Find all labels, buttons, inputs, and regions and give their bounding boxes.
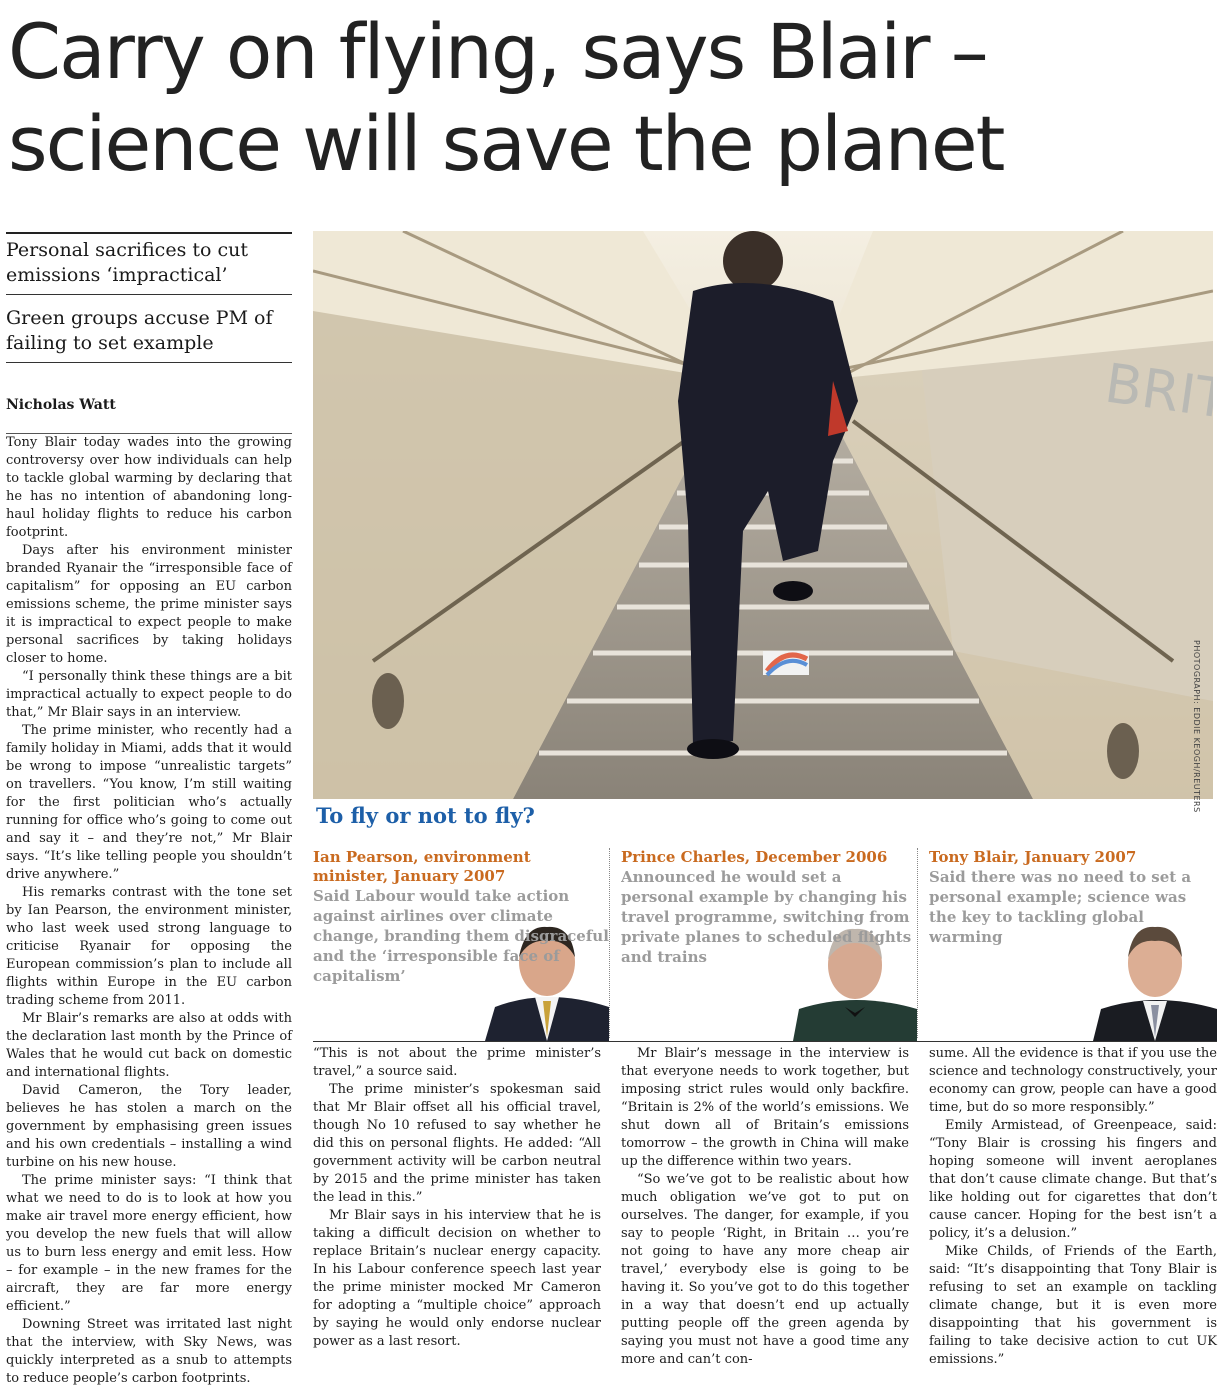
paragraph: Downing Street was irritated last night that the interview, with Sky News, was quickly interpreted as a snub to attempts to reduce people’s carbon footprints. [6,1317,292,1386]
paragraph: Days after his environment minister branded Ryanair the “irresponsible face of capitalism” for opposing an EU carbon emissions scheme, the prime minister says it is impractical to expect people to make personal sacrifices by taking holidays closer to home. [6,543,292,666]
paragraph: David Cameron, the Tory leader, believes he has stolen a march on the government by emphasising green issues and his own credentials – installing a wind turbine on his new house. [6,1083,292,1170]
article-body-column-4 [929,1045,1217,1369]
quote-summary: Said Labour would take action against airlines over climate change, branding them disgraceful and the ‘irresponsible face of capitalism’ [313,887,609,985]
paragraph: Mr Blair’s message in the interview is that everyone needs to work together, but imposing strict rules would only backfire. “Britain is 2% of the world’s emissions. We shut down all of Britain’s emissions tomorrow – the growth in China will make up the difference within two years. [621,1046,909,1169]
paragraph: “So we’ve got to be realistic about how much obligation we’ve got to put on ourselves. The danger, for example, if you say to people ‘Right, in Britain … you’re not going to have any more cheap air travel,’ everybody else is going to be having it. So you’ve got to do this together in a way that doesn’t end up actually putting people off the green agenda by saying you must not have a good time any more and can’t con- [621,1172,909,1367]
quote-speaker: Tony Blair, January 2007 [929,848,1137,866]
quote-summary: Announced he would set a personal example by changing his travel programme, switching from private planes to scheduled flights and trains [621,868,912,966]
airplane-stairs-photo [313,231,1213,813]
paragraph: sume. All the evidence is that if you use the science and technology constructively, your economy can grow, people can have a good time, but do so more responsibly.” [929,1046,1217,1115]
photo-credit: PHOTOGRAPH: EDDIE KEOGH/REUTERS [1192,640,1201,813]
paragraph: The prime minister, who recently had a family holiday in Miami, adds that it would be wrong to impose “unrealistic targets” on travellers. “You know, I’m still waiting for the first politician who’s actually running for office who’s going to come out and say it – and they’re not,” Mr Blair says. “It’s like telling people you shouldn’t drive anywhere.” [6,723,292,882]
deck-2: Green groups accuse PM of failing to set example [6,303,292,363]
headline [8,6,1218,190]
quote-box-pearson [313,848,609,1041]
quote-summary: Said there was no need to set a personal example; science was the key to tackling global warming [929,868,1192,946]
main-photo [313,231,1213,813]
byline: Nicholas Watt [6,397,292,434]
left-column [6,232,292,1388]
column-divider [917,848,918,1038]
paragraph: Mike Childs, of Friends of the Earth, said: “It’s disappointing that Tony Blair is refusing to set an example on tackling climate change, but it is even more disappointing that his government is failing to take decisive action to cut UK emissions.” [929,1244,1217,1367]
paragraph: “I personally think these things are a bit impractical actually to expect people to do that,” Mr Blair says in an interview. [6,669,292,720]
column-divider [609,848,610,1038]
quote-speaker: Prince Charles, December 2006 [621,848,888,866]
deck-1: Personal sacrifices to cut emissions ‘impractical’ [6,232,292,295]
paragraph: Emily Armistead, of Greenpeace, said: “Tony Blair is crossing his fingers and hoping someone will invent aeroplanes that don’t cause climate change. But that’s like holding out for cigarettes that don’t cause cancer. Hoping for the best isn’t a policy, it’s a delusion.” [929,1118,1217,1241]
article-body-column-3 [621,1045,909,1369]
article-body-column-2 [313,1045,601,1351]
panel-title: To fly or not to fly? [316,803,535,828]
headline-line-1: Carry on flying, says Blair – [8,7,987,96]
paragraph: The prime minister’s spokesman said that Mr Blair offset all his official travel, though No 10 refused to say whether he did this on personal flights. He added: “All government activity will be carbon neutral by 2015 and the prime minister has taken the lead in this.” [313,1082,601,1205]
headline-line-2: science will save the planet [8,99,1004,188]
paragraph: Mr Blair’s remarks are also at odds with the declaration last month by the Prince of Wales that he would cut back on domestic and international flights. [6,1011,292,1080]
quote-box-prince-charles [621,848,917,1041]
panel-bottom-rule [313,1041,1217,1042]
paragraph: Mr Blair says in his interview that he is taking a difficult decision on whether to replace Britain’s nuclear energy capacity. In his Labour conference speech last year the prime minister mocked Mr Cameron for adopting a “multiple choice” approach by saying he would only endorse nuclear power as a last resort. [313,1208,601,1349]
article-body-column-1 [6,434,292,1388]
paragraph: His remarks contrast with the tone set by Ian Pearson, the environment minister, who last week used strong language to criticise Ryanair for opposing the European commission’s plan to include all flights within Europe in the EU carbon trading scheme from 2011. [6,885,292,1008]
quote-box-tony-blair [929,848,1217,1041]
quote-speaker: Ian Pearson, environment minister, January 2007 [313,848,531,885]
paragraph: “This is not about the prime minister’s travel,” a source said. [313,1046,601,1079]
paragraph: The prime minister says: “I think that what we need to do is to look at how you make air travel more energy efficient, how you develop the new fuels that will allow us to burn less energy and emit less. How – for example – in the new frames for the aircraft, they are far more energy efficient.” [6,1173,292,1314]
paragraph: Tony Blair today wades into the growing controversy over how individuals can help to tackle global warming by declaring that he has no intention of abandoning long-haul holiday flights to reduce his carbon footprint. [6,435,292,540]
